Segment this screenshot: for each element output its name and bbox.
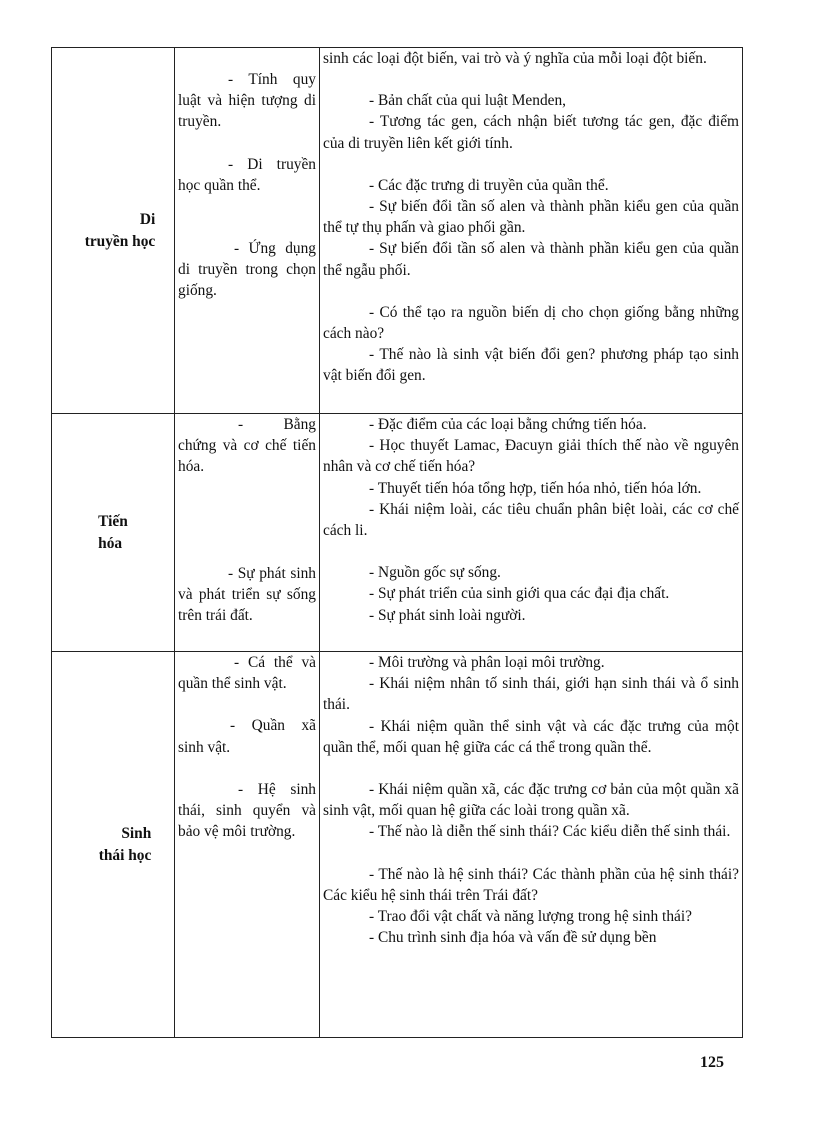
table-row [52,48,743,414]
content-paragraph: - Trao đổi vật chất và năng lượng trong hệ sinh thái? [369,908,692,926]
topic-cell [175,414,320,652]
content-paragraph: - Sự phát sinh loài người. [369,606,526,624]
content-paragraph: - Thế nào là sinh vật biến đổi gen? phương pháp tạo sinh vật biến đổi gen. [323,346,739,385]
content-cell [320,414,743,652]
content-paragraph: - Thế nào là diễn thế sinh thái? Các kiểu diễn thế sinh thái. [369,823,731,841]
content-cell [320,48,743,414]
topic-cell [175,652,320,1038]
content-paragraph: - Thế nào là hệ sinh thái? Các thành phần của hệ sinh thái? Các kiểu hệ sinh thái trên Trái đất? [323,865,739,904]
subject-label: Tiến hóa [98,513,128,552]
page-number: 125 [700,1054,724,1071]
content-paragraph: - Chu trình sinh địa hóa và vấn đề sử dụng bền [369,929,657,947]
topic-cell [175,48,320,414]
content-cell [320,652,743,1038]
content-paragraph: - Khái niệm quần thể sinh vật và các đặc trưng của một quần thể, mối quan hệ giữa các cá thể trong quần thể. [323,717,739,756]
topic-item: - Ứng dụng di truyền trong chọn giống. [178,240,316,300]
subject-cell [52,48,175,414]
content-paragraph: - Sự phát triển của sinh giới qua các đại địa chất. [369,585,670,603]
content-paragraph: - Nguồn gốc sự sống. [369,564,501,582]
content-paragraph: - Các đặc trưng di truyền của quần thể. [369,176,609,194]
topic-item: - Sự phát sinh và phát triển sự sống trên trái đất. [178,564,316,625]
topic-item: - Cá thể và quần thể sinh vật. [178,654,316,693]
table-row [52,652,743,1038]
content-paragraph: - Sự biến đổi tần số alen và thành phần kiểu gen của quần thể ngẫu phối. [323,240,739,279]
content-paragraph: - Học thuyết Lamac, Đacuyn giải thích thế nào về nguyên nhân và cơ chế tiến hóa? [323,437,739,476]
syllabus-table [51,47,743,1038]
content-paragraph: - Khái niệm nhân tố sinh thái, giới hạn sinh thái và ổ sinh thái. [323,675,739,714]
content-paragraph: - Bản chất của qui luật Menden, [369,92,567,110]
content-paragraph: - Đặc điểm của các loại bằng chứng tiến hóa. [369,416,647,433]
topic-item: - Hệ sinh thái, sinh quyển và bảo vệ môi trường. [178,780,316,841]
topic-item: - Quần xã sinh vật. [178,717,316,756]
content-paragraph: - Tương tác gen, cách nhận biết tương tác gen, đặc điểm của di truyền liên kết giới tính. [323,113,739,152]
content-paragraph: - Môi trường và phân loại môi trường. [369,654,605,671]
content-paragraph: - Khái niệm quần xã, các đặc trưng cơ bản của một quần xã sinh vật, mối quan hệ giữa các loài trong quần xã. [323,781,739,820]
topic-item: - Tính quy luật và hiện tượng di truyền. [178,71,316,131]
topic-item: - Di truyền học quần thể. [178,155,316,194]
subject-label: Di truyền học [84,211,156,250]
subject-cell [52,414,175,652]
content-paragraph: - Khái niệm loài, các tiêu chuẩn phân biệt loài, các cơ chế cách li. [323,500,739,540]
content-paragraph: - Sự biến đổi tần số alen và thành phần kiểu gen của quần thể tự thụ phấn và giao phối gần. [323,198,739,237]
content-paragraph: sinh các loại đột biến, vai trò và ý nghĩa của mỗi loại đột biến. [323,50,707,67]
content-paragraph: - Có thể tạo ra nguồn biến dị cho chọn giống bằng những cách nào? [323,303,739,343]
subject-cell [52,652,175,1038]
subject-label: Sinh thái học [98,825,152,864]
table-row [52,414,743,652]
topic-item: - Bằng chứng và cơ chế tiến hóa. [178,416,316,476]
content-paragraph: - Thuyết tiến hóa tổng hợp, tiến hóa nhỏ, tiến hóa lớn. [369,479,702,497]
